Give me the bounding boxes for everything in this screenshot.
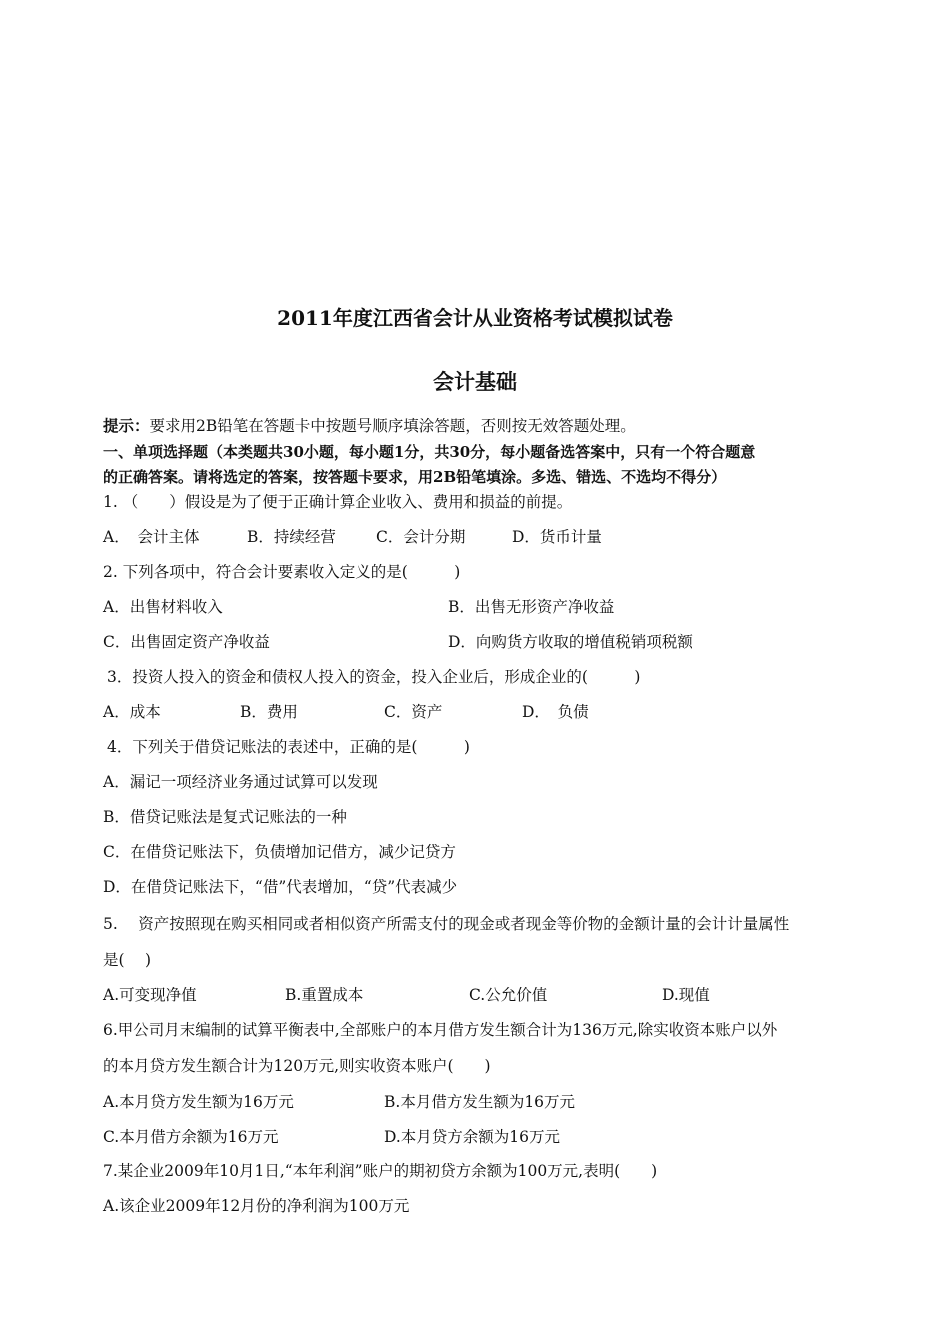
question-2-option-d: D．向购货方收取的增值税销项税额 xyxy=(448,633,693,651)
question-6-option-d: D.本月贷方余额为16万元 xyxy=(384,1128,561,1146)
question-2-option-b: B．出售无形资产净收益 xyxy=(448,598,615,616)
question-2-option-a: A．出售材料收入 xyxy=(103,598,223,616)
question-1-option-c: C．会计分期 xyxy=(376,528,466,546)
question-1-option-d: D．货币计量 xyxy=(512,528,602,546)
question-5-stem-line-1: 5. 资产按照现在购买相同或者相似资产所需支付的现金或者现金等价物的金额计量的会计计量属性 xyxy=(103,915,790,933)
question-5-stem-line-2: 是( ) xyxy=(103,951,152,969)
tip-label: 提示： xyxy=(103,416,150,435)
section-heading-line-1: 一、单项选择题（本类题共30小题，每小题1分，共30分，每小题备选答案中，只有一个符合题意 xyxy=(103,443,756,461)
question-1-option-b: B．持续经营 xyxy=(247,528,336,546)
document-title: 2011年度江西省会计从业资格考试模拟试卷 xyxy=(277,306,673,330)
question-4-option-b: B．借贷记账法是复式记账法的一种 xyxy=(103,808,347,826)
question-2-stem: 2. 下列各项中，符合会计要素收入定义的是( ) xyxy=(103,563,461,581)
question-3-option-c: C．资产 xyxy=(384,703,443,721)
question-3-stem: 3．投资人投入的资金和债权人投入的资金，投入企业后，形成企业的( ) xyxy=(107,668,641,686)
tip-line xyxy=(103,416,636,436)
question-6-stem-line-1: 6.甲公司月末编制的试算平衡表中,全部账户的本月借方发生额合计为136万元,除实收资本账户以外 xyxy=(103,1021,778,1039)
document-subtitle: 会计基础 xyxy=(433,369,517,394)
question-4-option-c: C．在借贷记账法下，负债增加记借方，减少记贷方 xyxy=(103,843,456,861)
question-4-stem: 4．下列关于借贷记账法的表述中，正确的是( ) xyxy=(107,738,470,756)
question-5-option-a: A.可变现净值 xyxy=(103,986,197,1004)
question-6-option-a: A.本月贷方发生额为16万元 xyxy=(103,1093,294,1111)
section-heading-line-2: 的正确答案。请将选定的答案，按答题卡要求，用2B铅笔填涂。多选、错选、不选均不得分） xyxy=(103,468,727,486)
question-4-option-d: D．在借贷记账法下，“借”代表增加，“贷”代表减少 xyxy=(103,878,458,896)
question-6-option-b: B.本月借方发生额为16万元 xyxy=(384,1093,576,1111)
question-6-stem-line-2: 的本月贷方发生额合计为120万元,则实收资本账户( ) xyxy=(103,1057,491,1075)
question-5-option-b: B.重置成本 xyxy=(285,986,364,1004)
question-3-option-a: A．成本 xyxy=(103,703,161,721)
question-3-option-d: D． 负债 xyxy=(522,703,589,721)
question-6-option-c: C.本月借方余额为16万元 xyxy=(103,1128,279,1146)
question-7-option-a: A.该企业2009年12月份的净利润为100万元 xyxy=(103,1197,410,1215)
question-7-stem: 7.某企业2009年10月1日,“本年利润”账户的期初贷方余额为100万元,表明( ) xyxy=(103,1162,658,1180)
question-4-option-a: A．漏记一项经济业务通过试算可以发现 xyxy=(103,773,378,791)
question-2-option-c: C．出售固定资产净收益 xyxy=(103,633,270,651)
question-1-stem: 1. （ ）假设是为了便于正确计算企业收入、费用和损益的前提。 xyxy=(103,493,573,511)
question-1-option-a: A． 会计主体 xyxy=(103,528,200,546)
question-5-option-d: D.现值 xyxy=(662,986,710,1004)
tip-text: 要求用2B铅笔在答题卡中按题号顺序填涂答题，否则按无效答题处理。 xyxy=(149,417,636,435)
question-5-option-c: C.公允价值 xyxy=(469,986,548,1004)
question-3-option-b: B．费用 xyxy=(240,703,298,721)
